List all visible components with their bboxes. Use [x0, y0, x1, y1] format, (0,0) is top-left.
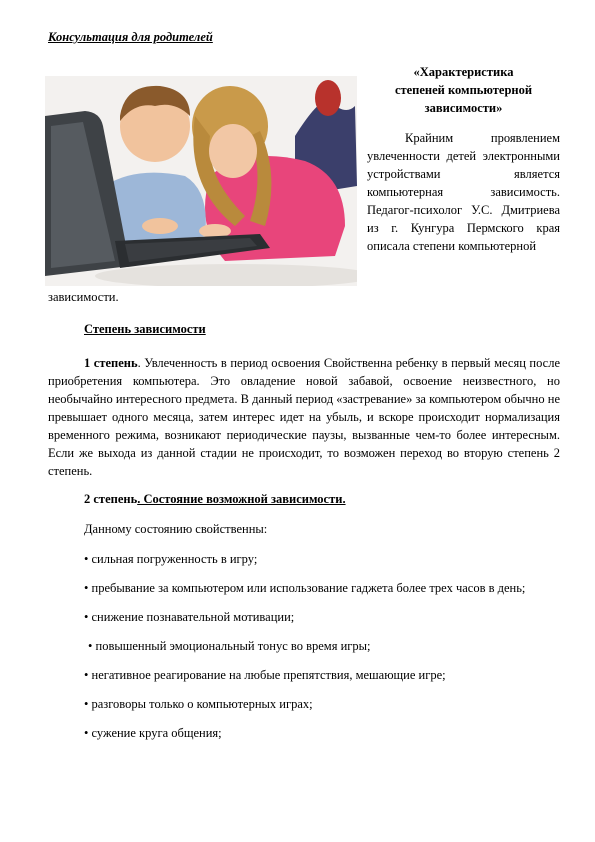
intro-paragraph-tail: зависимости. — [48, 290, 119, 304]
document-header-title: Консультация для родителей — [48, 30, 213, 44]
list-item: • снижение познавательной мотивации; — [84, 610, 295, 624]
intro-paragraph: Крайним проявлением увлеченности детей электронными устройствами является компьютерная зависимость. Педагог-психолог У.С. Дмитриева из г. Кунгура Пермского края описала степени компьютерной — [367, 131, 560, 253]
list-item: • сужение круга общения; — [84, 726, 222, 740]
degree-2-lead: Данному состоянию свойственны: — [84, 522, 268, 536]
degree-1-text: . Увлеченность в период освоения Свойственна ребенку в первый месяц после приобретения компьютера. Это овладение новой забавой, освоение неизвестного, но необычайно интересного предмета. В данный период «застревание» за компьютером обычно не превышает одного месяца, затем интерес идет на убыль, и вскоре происходит нормализация временного режима, возникают периодические паузы, вызванные чем-то более интересным. Если же выхода из данной стадии не происходит, то возможен переход во вторую степень 2 степень. — [48, 356, 560, 478]
list-item: • повышенный эмоциональный тонус во время игры; — [88, 639, 371, 653]
degree-1-paragraph — [48, 354, 560, 480]
document-body — [48, 320, 560, 753]
degree-2-text: . Состояние возможной зависимости. — [137, 492, 346, 506]
intro-column — [367, 63, 560, 255]
list-item: • сильная погруженность в игру; — [84, 552, 258, 566]
document-heading — [367, 63, 560, 117]
heading-line-3: зависимости» — [424, 101, 503, 115]
list-item: • негативное реагирование на любые препятствия, мешающие игре; — [84, 668, 446, 682]
degree-2-label: 2 степень — [84, 492, 138, 506]
list-item: • разговоры только о компьютерных играх; — [84, 697, 313, 711]
heading-line-2: степеней компьютерной — [394, 83, 533, 97]
degree-2-paragraph — [48, 490, 560, 508]
list-item: • пребывание за компьютером или использование гаджета более трех часов в день; — [84, 581, 526, 595]
heading-line-1: «Характеристика — [413, 65, 514, 79]
degree-1-label: 1 степень — [84, 356, 138, 370]
section-title: Степень зависимости — [84, 322, 206, 336]
children-laptop-photo — [45, 76, 357, 286]
